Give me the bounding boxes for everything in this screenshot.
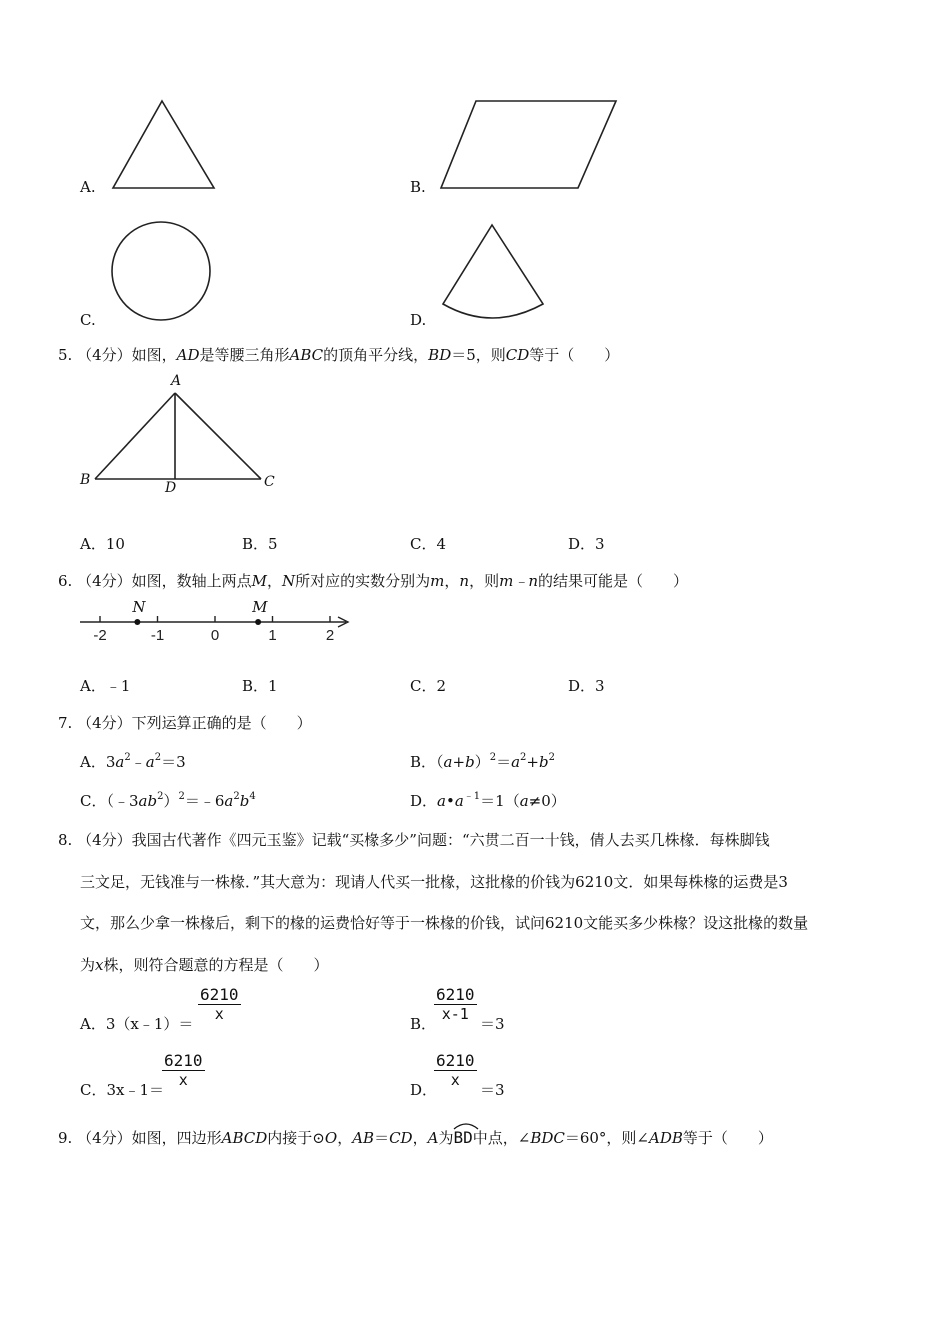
q8-option-d[interactable]: D． (410, 1081, 438, 1099)
q8-stem-line3: 文，那么少拿一株椽后，剩下的椽的运费恰好等于一株椽的价钱，试问6210文能买多少株椽？设这批椽的数量 (80, 914, 809, 932)
point-m (255, 619, 261, 625)
q4-option-a[interactable]: A. (80, 178, 96, 196)
q9-stem: 9. （4分）如图，四边形ABCD内接于⊙O，AB＝CD，A为 BD中点，∠BDC＝60°，则∠ADB等于（ ） (58, 1127, 773, 1148)
circle-icon (110, 220, 214, 324)
triangle-icon (110, 98, 220, 193)
q4-option-c[interactable]: C. (80, 311, 96, 329)
point-n (134, 619, 140, 625)
q8-option-c-fraction: $\frac{6210}{x}$ (164, 1051, 203, 1089)
q5-option-d[interactable]: D．3 (568, 535, 605, 553)
q8-option-c[interactable]: C．3x﹣1＝ (80, 1081, 165, 1099)
tick-label: 1 (268, 627, 277, 644)
q6-option-d[interactable]: D．3 (568, 677, 605, 695)
tick-label: 2 (325, 627, 335, 644)
q8-option-b[interactable]: B． (410, 1015, 437, 1033)
point-n-label: N (132, 598, 146, 616)
q5-stem: 5. （4分）如图，AD是等腰三角形ABC的顶角平分线，BD＝5，则CD等于（ ） (58, 346, 620, 364)
q8-option-b-fraction: $\frac{6210}{x-1}$ (436, 985, 475, 1023)
q6-option-a[interactable]: A．﹣1 (80, 677, 131, 695)
q7-option-d[interactable]: D．$a•a^{﹣1}=1(a\ne 0)$ (410, 791, 566, 810)
fig-label-a: A (171, 373, 182, 389)
point-m-label: M (252, 598, 268, 616)
fig-label-d: D (165, 480, 177, 496)
q5-option-b[interactable]: B．5 (242, 535, 278, 553)
fig-label-c: C (264, 474, 275, 490)
q5-option-a[interactable]: A．10 (80, 535, 125, 553)
tick-label: -1 (150, 627, 165, 644)
q7-option-a[interactable]: A．$3a^2﹣a^2=3$ (80, 752, 186, 771)
arc-bd: BD (453, 1128, 472, 1147)
q8-option-a-fraction: $\frac{6210}{x}$ (200, 985, 239, 1023)
q6-stem: 6. （4分）如图，数轴上两点M，N所对应的实数分别为m，n，则m﹣n的结果可能是（ ） (58, 572, 689, 590)
q8-option-b-rhs: ＝3 (480, 1015, 505, 1033)
q7-option-c[interactable]: C．$(﹣3ab^2)^2=﹣6a^2b^4$ (80, 791, 256, 810)
q8-option-d-fraction: $\frac{6210}{x}$ (436, 1051, 475, 1089)
q7-option-b[interactable]: B．$(a+b)^2=a^2+b^2$ (410, 752, 555, 771)
parallelogram-icon (438, 98, 620, 193)
q4-option-b[interactable]: B. (410, 178, 426, 196)
q8-stem-line2: 三文足，无钱准与一株椽．”其大意为：现请人代买一批椽，这批椽的价钱为6210文．如果每株椽的运费是3 (80, 873, 788, 891)
q8-option-d-rhs: ＝3 (480, 1081, 505, 1099)
sector-icon (438, 222, 550, 324)
tick-label: 0 (210, 627, 220, 644)
q4-option-d[interactable]: D. (410, 311, 427, 329)
q7-stem: 7. （4分）下列运算正确的是（ ） (58, 714, 312, 732)
q8-stem-line1: 8. （4分）我国古代著作《四元玉鉴》记载“买椽多少”问题：“六贯二百一十钱，倩人去买几株椽．每株脚钱 (58, 831, 770, 849)
number-line-figure (78, 598, 358, 648)
q5-option-c[interactable]: C．4 (410, 535, 447, 553)
tick-label: -2 (93, 627, 107, 644)
q6-option-c[interactable]: C．2 (410, 677, 447, 695)
q8-stem-line4: 为x株，则符合题意的方程是（ ） (80, 956, 329, 974)
q8-option-a[interactable]: A．3（x﹣1）＝ (80, 1015, 194, 1033)
q6-option-b[interactable]: B．1 (242, 677, 278, 695)
fig-label-b: B (80, 472, 91, 488)
isosceles-triangle-figure (78, 372, 278, 497)
